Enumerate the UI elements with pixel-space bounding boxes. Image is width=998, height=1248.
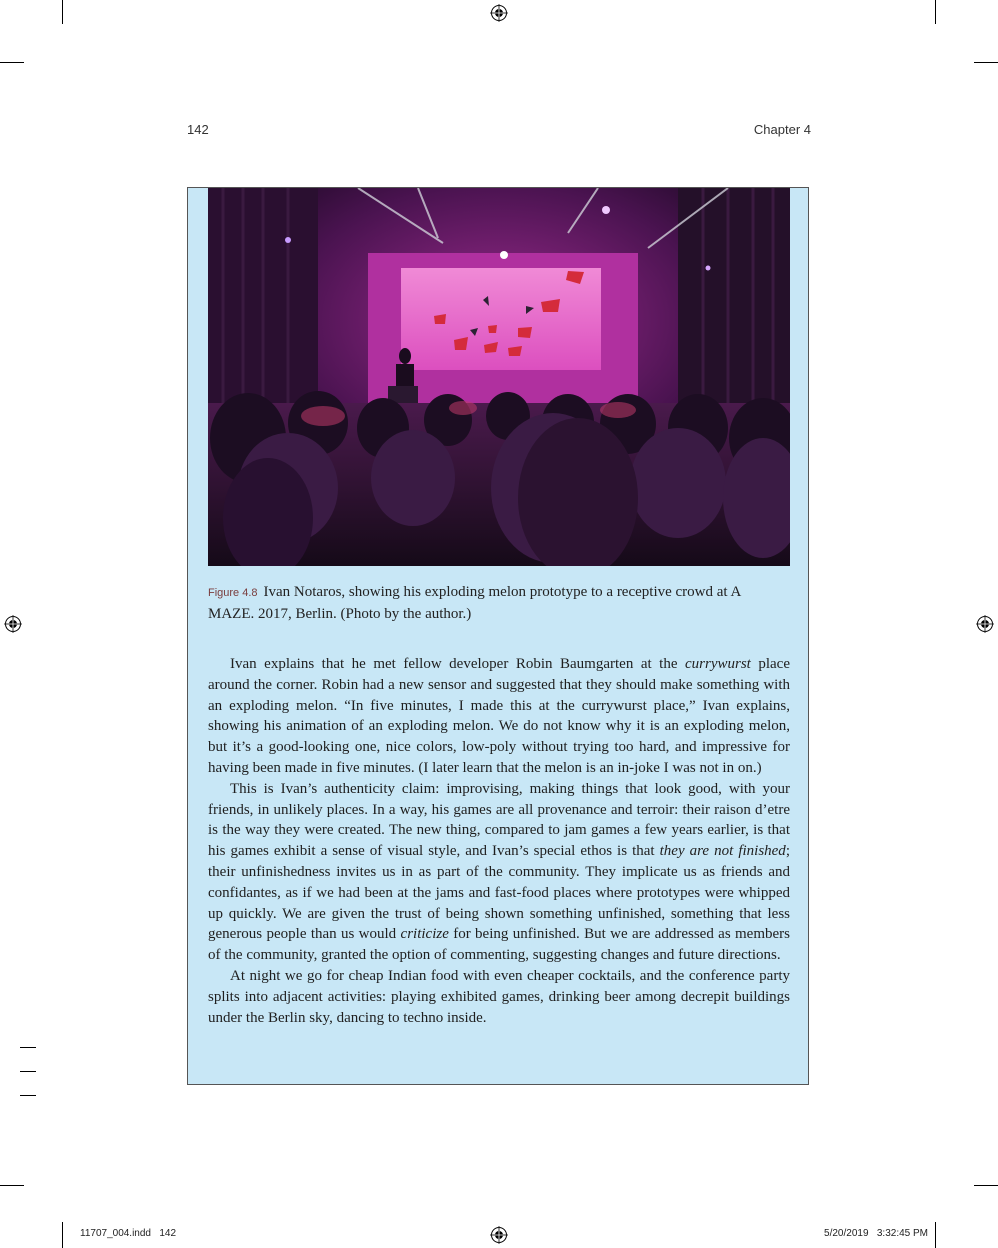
crop-mark <box>974 62 998 63</box>
paragraph <box>208 654 790 779</box>
gutter-mark <box>20 1095 36 1096</box>
paragraph-text: place around the corner. Robin had a new sensor and suggested that they should make something with an exploding melon. “In five minutes, I made this at the currywurst place,” Ivan explains, showing his animation of an exploding melon. We do not know why it is an exploding melon, but it’s a good-looking one, nice colors, low-poly without trying too hard, and impressive for having been made in five minutes. (I later learn that the melon is an in-joke I was not in on.) <box>208 656 790 776</box>
gutter-mark <box>20 1047 36 1048</box>
paragraph-text: for being unfinished. But we are addressed as members of the community, granted the option of commenting, suggesting changes and future directions. <box>208 926 790 964</box>
gutter-mark <box>20 1071 36 1072</box>
registration-mark-icon <box>976 615 994 633</box>
paragraph-text: At night we go for cheap Indian food with even cheaper cocktails, and the conference party splits into adjacent activities: playing exhibited games, drinking beer among decrepit buildings under the Berlin sky, dancing to techno inside. <box>208 967 790 1026</box>
paragraph <box>208 779 790 966</box>
registration-mark-icon <box>490 1226 508 1244</box>
figure-caption <box>208 582 790 625</box>
registration-mark-icon <box>4 615 22 633</box>
crop-mark <box>62 1222 63 1248</box>
concert-hall-photo-image <box>208 188 790 566</box>
registration-mark-icon <box>490 4 508 22</box>
running-header-chapter: Chapter 4 <box>753 122 811 137</box>
figure-caption-text: Ivan Notaros, showing his exploding melon prototype to a receptive crowd at A MAZE. 2017, Berlin. (Photo by the author.) <box>208 584 741 622</box>
paragraph <box>208 966 790 1028</box>
emphasis-text: criticize <box>400 926 449 943</box>
figure-label: Figure 4.8 <box>208 587 258 599</box>
paragraph-text: Ivan explains that he met fellow developer Robin Baumgarten at the <box>230 656 685 672</box>
crop-mark <box>935 1222 936 1248</box>
page-number: 142 <box>187 122 209 137</box>
paragraph-text: This is Ivan’s authenticity claim: improvising, making things that look good, with your friends, in unlikely places. In a way, his games are all provenance and terroir: their raison d’etre is the way they were created. The new thing, compared to jam games a few years earlier, is that his games exhibit a sense of visual style, and Ivan’s special ethos is that <box>208 780 790 860</box>
slug-date: 5/20/2019 3:32:45 PM <box>824 1228 928 1239</box>
slug-filename: 11707_004.indd 142 <box>80 1228 177 1239</box>
emphasis-text: they are not finished <box>659 843 786 860</box>
emphasis-text: currywurst <box>685 656 751 672</box>
figure-photo <box>208 188 790 566</box>
crop-mark <box>974 1185 998 1186</box>
crop-mark <box>0 1185 24 1186</box>
crop-mark <box>935 0 936 24</box>
crop-mark <box>62 0 63 24</box>
paragraph-text: ; their unfinishedness invites us in as part of the community. They implicate us as friends and confidantes, as if we had been at the jams and fast-food places where prototypes were whipped up quickly. We are given the trust of being shown something unfinished, something that less generous people than us would <box>208 843 790 943</box>
body-text <box>208 654 790 1028</box>
crop-mark <box>0 62 24 63</box>
sidebar-box <box>187 187 809 1085</box>
